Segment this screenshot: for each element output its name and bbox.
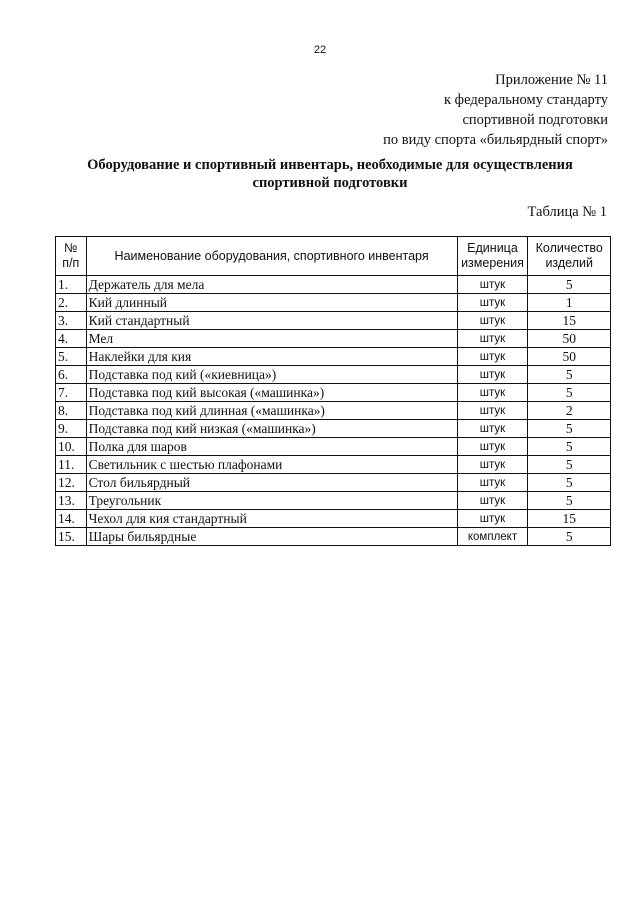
row-number: 7. — [56, 384, 87, 402]
row-unit: штук — [457, 276, 528, 294]
row-number: 3. — [56, 312, 87, 330]
row-number: 10. — [56, 438, 87, 456]
table-row — [56, 294, 611, 312]
row-number: 13. — [56, 492, 87, 510]
table-label: Таблица № 1 — [527, 204, 607, 220]
row-item-name: Полка для шаров — [86, 438, 457, 456]
header-unit — [457, 237, 528, 276]
row-number: 12. — [56, 474, 87, 492]
row-unit: штук — [457, 438, 528, 456]
table-row — [56, 384, 611, 402]
row-quantity: 2 — [528, 402, 611, 420]
row-item-name: Мел — [86, 330, 457, 348]
row-quantity: 5 — [528, 276, 611, 294]
row-quantity: 5 — [528, 456, 611, 474]
row-unit: штук — [457, 402, 528, 420]
row-item-name: Подставка под кий длинная («машинка») — [86, 402, 457, 420]
row-item-name: Подставка под кий высокая («машинка») — [86, 384, 457, 402]
row-item-name: Держатель для мела — [86, 276, 457, 294]
document-title — [60, 156, 600, 192]
appendix-line-3: спортивной подготовки — [462, 112, 608, 128]
row-number: 5. — [56, 348, 87, 366]
header-quantity-line-1: Количество — [535, 241, 603, 255]
appendix-line-2: к федеральному стандарту — [444, 92, 608, 108]
row-unit: штук — [457, 456, 528, 474]
row-unit: штук — [457, 366, 528, 384]
row-quantity: 15 — [528, 312, 611, 330]
table-row — [56, 528, 611, 546]
row-item-name: Стол бильярдный — [86, 474, 457, 492]
row-quantity: 5 — [528, 438, 611, 456]
row-unit: штук — [457, 294, 528, 312]
header-number-line-2: п/п — [62, 256, 80, 270]
row-quantity: 5 — [528, 528, 611, 546]
table-row — [56, 492, 611, 510]
row-item-name: Кий стандартный — [86, 312, 457, 330]
row-quantity: 5 — [528, 366, 611, 384]
row-unit: штук — [457, 312, 528, 330]
header-quantity-line-2: изделий — [545, 256, 593, 270]
row-item-name: Наклейки для кия — [86, 348, 457, 366]
table-row — [56, 366, 611, 384]
row-item-name: Треугольник — [86, 492, 457, 510]
row-quantity: 5 — [528, 492, 611, 510]
table-row — [56, 510, 611, 528]
title-line-1: Оборудование и спортивный инвентарь, необходимые для осуществления — [87, 157, 573, 173]
row-number: 2. — [56, 294, 87, 312]
row-item-name: Подставка под кий низкая («машинка») — [86, 420, 457, 438]
row-quantity: 50 — [528, 330, 611, 348]
row-unit: комплект — [457, 528, 528, 546]
row-quantity: 5 — [528, 420, 611, 438]
title-line-2: спортивной подготовки — [252, 175, 408, 191]
table-row — [56, 402, 611, 420]
table-row — [56, 276, 611, 294]
row-number: 8. — [56, 402, 87, 420]
header-name: Наименование оборудования, спортивного инвентаря — [86, 237, 457, 276]
row-number: 11. — [56, 456, 87, 474]
row-quantity: 15 — [528, 510, 611, 528]
header-unit-line-1: Единица — [467, 241, 518, 255]
header-number-line-1: № — [64, 241, 78, 255]
row-unit: штук — [457, 510, 528, 528]
row-quantity: 5 — [528, 384, 611, 402]
row-quantity: 1 — [528, 294, 611, 312]
header-number — [56, 237, 87, 276]
table-header-row — [56, 237, 611, 276]
row-unit: штук — [457, 330, 528, 348]
row-number: 15. — [56, 528, 87, 546]
row-quantity: 5 — [528, 474, 611, 492]
table-row — [56, 420, 611, 438]
appendix-block — [383, 70, 608, 150]
equipment-table — [55, 236, 611, 546]
row-item-name: Подставка под кий («киевница») — [86, 366, 457, 384]
table-row — [56, 474, 611, 492]
row-unit: штук — [457, 420, 528, 438]
table-row — [56, 330, 611, 348]
row-unit: штук — [457, 492, 528, 510]
header-quantity — [528, 237, 611, 276]
row-item-name: Шары бильярдные — [86, 528, 457, 546]
row-unit: штук — [457, 384, 528, 402]
appendix-line-4: по виду спорта «бильярдный спорт» — [383, 132, 608, 148]
row-item-name: Кий длинный — [86, 294, 457, 312]
appendix-line-1: Приложение № 11 — [495, 72, 608, 88]
row-number: 9. — [56, 420, 87, 438]
table-row — [56, 438, 611, 456]
row-number: 14. — [56, 510, 87, 528]
row-number: 6. — [56, 366, 87, 384]
header-unit-line-2: измерения — [461, 256, 524, 270]
table-row — [56, 312, 611, 330]
row-number: 1. — [56, 276, 87, 294]
row-item-name: Чехол для кия стандартный — [86, 510, 457, 528]
table-row — [56, 456, 611, 474]
page-number: 22 — [313, 44, 327, 56]
row-item-name: Светильник с шестью плафонами — [86, 456, 457, 474]
row-number: 4. — [56, 330, 87, 348]
row-quantity: 50 — [528, 348, 611, 366]
table-row — [56, 348, 611, 366]
row-unit: штук — [457, 474, 528, 492]
row-unit: штук — [457, 348, 528, 366]
